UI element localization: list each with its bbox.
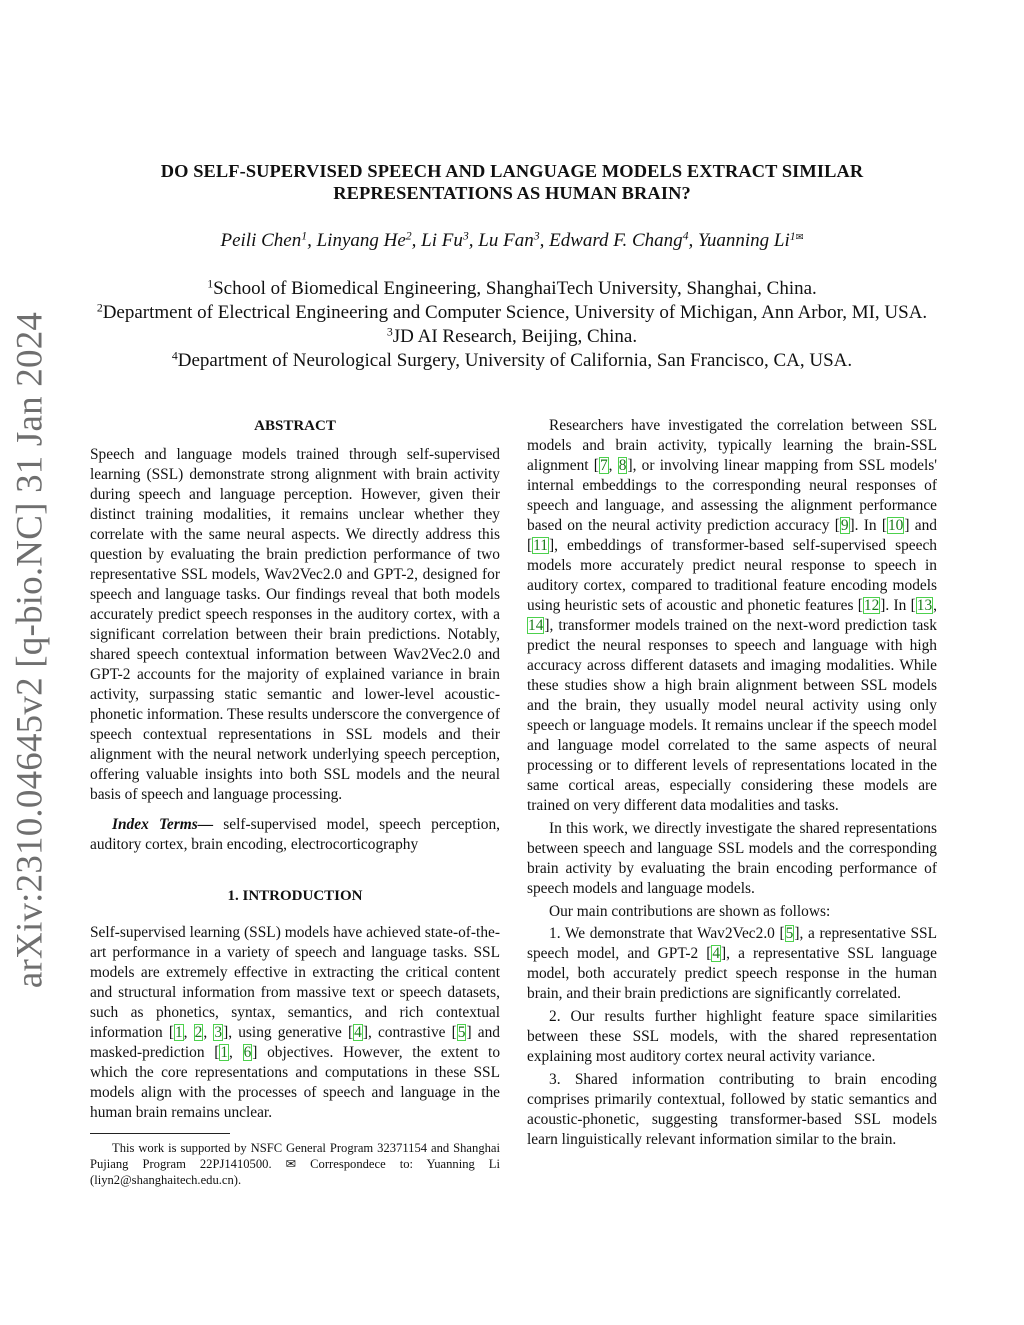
author: Linyang He$^2$, xyxy=(316,229,422,251)
citation-link[interactable]: 1 xyxy=(220,1044,229,1061)
contribution-item: 3. Shared information contributing to brain encoding comprises primarily contextual, followed by static semantics and acoustic-phonetic, suggesting transformer-based SSL models learn linguistically relevant information similar to the brain. xyxy=(527,1071,937,1148)
text-run: ], a representative SSL language model, both accurately predict speech response in the human brain, and their brain predictions are significantly correlated. xyxy=(527,945,937,1002)
citation-link[interactable]: 6 xyxy=(243,1044,252,1061)
text-run: , xyxy=(203,1024,214,1041)
author: Peili Chen$^1$, xyxy=(220,229,317,251)
citation-link[interactable]: 12 xyxy=(863,597,880,614)
contribution-item: 2. Our results further highlight feature space similarities between these SSL models, with the shared representation explaining most auditory cortex neural activity variance. xyxy=(527,1008,937,1065)
text-run: , xyxy=(933,597,937,614)
index-terms-text: self-supervised model, speech perception, auditory cortex, brain encoding, electrocorticography xyxy=(90,816,500,853)
text-run: ], embeddings of transformer-based self-supervised speech models more accurately predict neural response to speech in auditory cortex, compared to traditional feature encoding models using heuristic sets of acoustic and phonetic features [ xyxy=(527,537,937,614)
citation-link[interactable]: 4 xyxy=(712,945,721,962)
this-work-paragraph: In this work, we directly investigate the shared representations between speech and language SSL models and the corresponding brain activity by evaluating the brain encoding performance of speech models and language models. xyxy=(527,820,937,897)
arxiv-side-identifier xyxy=(2,311,58,989)
title-line-2: REPRESENTATIONS AS HUMAN BRAIN? xyxy=(333,183,691,203)
affiliations xyxy=(60,277,964,373)
affiliation: $^2$Department of Electrical Engineering and Computer Science, University of Michigan, Ann Arbor, MI, USA. xyxy=(96,301,928,323)
affiliation: $^1$School of Biomedical Engineering, ShanghaiTech University, Shanghai, China. xyxy=(207,277,817,299)
author: Edward F. Chang$^4$, xyxy=(549,229,699,251)
text-run: ] objectives. However, the extent to which the core representations and computations in these SSL models align with the processes of speech and language in the human brain remains unclear. xyxy=(90,1044,501,1121)
text-run: ], using generative [ xyxy=(223,1024,354,1041)
text-run: Self-supervised learning (SSL) models have achieved state-of-the-art performance in a variety of speech and language tasks. SSL models are extremely effective in extracting the critical content and structural information from massive text or speech datasets, such as phonetics, syntax, semantics, and rich contextual information [ xyxy=(90,924,500,1041)
citation-link[interactable]: 1 xyxy=(174,1024,183,1041)
envelope-icon: ✉ xyxy=(795,232,804,243)
contribution-item xyxy=(527,924,937,1004)
author-list xyxy=(110,229,914,253)
citation-link[interactable]: 13 xyxy=(916,597,933,614)
intro-paragraph xyxy=(90,923,500,1123)
citation-link[interactable]: 9 xyxy=(840,517,849,534)
citation-link[interactable]: 2 xyxy=(194,1024,203,1041)
citation-link[interactable]: 7 xyxy=(599,457,608,474)
text-run: ], a representative SSL speech model, and GPT-2 [ xyxy=(527,925,937,962)
text-run: ]. In [ xyxy=(880,597,916,614)
citation-link[interactable]: 3 xyxy=(214,1024,223,1041)
text-run: ], transformer models trained on the next-word prediction task predict the neural responses to speech and language with high accuracy across different datasets and imaging modalities. While these studies show a high brain alignment between SSL models and the brain, they usually model neural activity using only speech or language models. It remains unclear if the speech model and language model correlated to the same aspects of neural processing or to different levels of representations located in the same cortical areas, especially considering these models are trained on very different data modalities and tasks. xyxy=(527,617,937,814)
text-run: , xyxy=(229,1044,243,1061)
citation-link[interactable]: 4 xyxy=(354,1024,362,1041)
text-run: ], contrastive [ xyxy=(362,1024,457,1041)
arxiv-id-text: arXiv:2310.04645v2 [q-bio.NC] 31 Jan 2024 xyxy=(9,311,51,989)
paper-title xyxy=(110,160,914,204)
text-run: ] and masked-prediction [ xyxy=(90,1024,500,1061)
citation-link[interactable]: 8 xyxy=(618,457,627,474)
author: Li Fu$^3$, xyxy=(421,229,479,251)
abstract-heading: ABSTRACT xyxy=(254,418,336,434)
title-line-1: DO SELF-SUPERVISED SPEECH AND LANGUAGE MODELS EXTRACT SIMILAR xyxy=(160,161,864,181)
footnote-rule xyxy=(90,1133,230,1134)
citation-link[interactable]: 10 xyxy=(887,517,904,534)
index-terms xyxy=(90,815,500,855)
text-run: , xyxy=(183,1024,194,1041)
citation-link[interactable]: 5 xyxy=(457,1024,466,1041)
text-run: , xyxy=(608,457,618,474)
affiliation: $^4$Department of Neurological Surgery, University of California, San Francisco, CA, USA. xyxy=(171,349,853,371)
right-column xyxy=(527,416,937,1150)
author: Lu Fan$^3$, xyxy=(478,229,550,251)
text-run: ] and [ xyxy=(527,517,937,554)
text-run: ]. In [ xyxy=(849,517,887,534)
citation-link[interactable]: 11 xyxy=(533,537,548,554)
related-work-paragraph xyxy=(527,416,937,816)
left-column xyxy=(90,416,500,1188)
contributions-intro: Our main contributions are shown as follows: xyxy=(549,903,831,920)
affiliation: $^3$JD AI Research, Beijing, China. xyxy=(386,325,638,347)
citation-link[interactable]: 5 xyxy=(785,925,794,942)
text-run: 1. We demonstrate that Wav2Vec2.0 [ xyxy=(549,925,785,942)
text-run: Researchers have investigated the correlation between SSL models and brain activity, typically learning the brain-SSL alignment [ xyxy=(527,417,937,474)
index-terms-label: Index Terms— xyxy=(112,816,214,833)
text-run: ], or involving linear mapping from SSL models' internal embeddings to the corresponding neural responses of speech and language, and assessing the alignment performance based on the neural activity prediction accuracy [ xyxy=(527,457,938,534)
author: Yuanning $Li^{1✉}$ xyxy=(698,229,804,251)
citation-link[interactable]: 14 xyxy=(528,617,544,634)
abstract-text: Speech and language models trained through self-supervised learning (SSL) demonstrate strong alignment with brain activity during speech and language perception. However, given their distinct training modalities, it remains unclear whether they correlate with the same neural aspects. We directly address this question by evaluating the brain prediction performance of two representative SSL models, Wav2Vec2.0 and GPT-2, designed for speech and language tasks. Our findings reveal that both models accurately predict speech responses in the auditory cortex, with a significant correlation between their brain predictions. Notably, shared speech contextual information between Wav2Vec2.0 and GPT-2 accounts for the majority of explained variance in brain activity, surpassing static semantic and lower-level acoustic-phonetic information. These results underscore the convergence of speech contextual representations in SSL models and their alignment with the neural network underlying speech perception, offering valuable insights into both SSL models and the neural basis of speech and language processing. xyxy=(90,446,500,803)
introduction-heading: 1. INTRODUCTION xyxy=(227,888,363,904)
footnote: This work is supported by NSFC General Program 32371154 and Shanghai Pujiang Program 22PJ1410500. ✉ Correspondece to: Yuanning Li (liyn2@shanghaitech.edu.cn). xyxy=(90,1141,500,1187)
